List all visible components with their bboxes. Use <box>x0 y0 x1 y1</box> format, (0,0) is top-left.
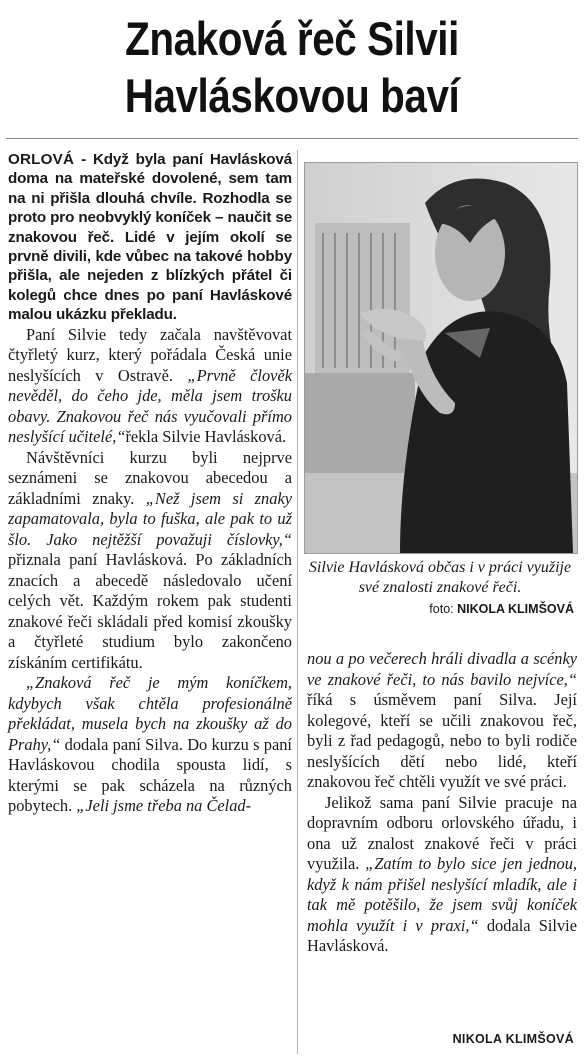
headline-rule <box>6 138 578 139</box>
lead-paragraph <box>8 150 292 325</box>
paragraph-3-quote: „Znaková řeč je mým koníčkem, kdybych však chtěla profesionálně překládat, musela bych na zkoušky až do Prahy,“ <box>8 673 292 754</box>
article-column-left <box>8 150 292 817</box>
paragraph-2-tail: přiznala paní Havlásková. Po základních znacích a abecedě následovalo učení celých vět. Každým rokem pak studenti znakové řeči skládali před komisí zkoušky a čtyřleté studium bylo zakončeno získáním certifikátu. <box>8 550 292 672</box>
photo-credit-name: NIKOLA KLIMŠOVÁ <box>457 602 574 616</box>
paragraph-4 <box>307 793 577 957</box>
headline <box>41 10 543 124</box>
paragraph-1 <box>8 325 292 448</box>
photo-woman-signing <box>305 163 577 553</box>
column-divider <box>297 150 298 1054</box>
paragraph-3-continued <box>307 649 577 793</box>
article-column-right <box>307 649 577 957</box>
paragraph-4-tail: dodala Silvie Havlásková. <box>307 915 577 955</box>
photo-caption: Silvie Havlásková občas i v práci využije své znalosti znakové řeči. <box>308 559 572 596</box>
paragraph-4-text: Jelikož sama paní Silvie pracuje na dopravním odboru orlovského úřadu, i ona už znalost znakové řeči v práci využila. <box>307 792 577 873</box>
paragraph-1-quote: „Prvně člověk nevěděl, do čeho jde, měla jsem trošku obavy. Znakovou řeč nás vyučovali přímo neslyšící učitelé,“ <box>8 365 293 447</box>
paragraph-3-quote-2-continued: nou a po večerech hráli divadla a scénky ve znakové řeči, to nás bavilo nejvíce,“ <box>307 649 577 689</box>
author-byline: NIKOLA KLIMŠOVÁ <box>452 1032 574 1046</box>
paragraph-4-quote: „Zatím to bylo sice jen jednou, když k nám přišel neslyšící mladík, ale i tak mě potěšilo, že jsem svůj koníček mohla využít i v praxi,“ <box>307 854 577 935</box>
paragraph-2-text: Návštěvníci kurzu byli nejprve seznámeni se znakovou abecedou a základními znaky. <box>8 447 292 508</box>
paragraph-3-tail-2: říká s úsměvem paní Silva. Její kolegové, kteří se učili znakovou řeč, byli z řad pedagogů, nebo to byli rodiče neslyšících dětí nebo lidé, kteří znakovou řeč chtěli využít ve své práci. <box>307 690 577 791</box>
lead-text: - Když byla paní Havlásková doma na mateřské dovolené, sem tam na ni přišla dlouhá chvíle. Rozhodla se proto pro neobvyklý koníček – naučit se znakovou řeč. Lidé v jejím okolí se prvně divili, kde vůbec na takové hobby přišla, ale nejeden z blízkých přátel či kolegů chce dnes po paní Havláskové malou ukázku překladu. <box>8 151 292 324</box>
article-photo <box>304 162 578 554</box>
headline-line-2: Havláskovou baví <box>124 69 460 122</box>
paragraph-1-text: Paní Silvie tedy začala navštěvovat čtyřletý kurz, který pořádala Česká unie neslyšících v Ostravě. <box>8 324 292 385</box>
headline-line-1: Znaková řeč Silvii <box>125 12 459 65</box>
photo-credit-label: foto: <box>429 602 458 616</box>
dateline: ORLOVÁ <box>8 151 75 168</box>
photo-credit <box>429 602 574 616</box>
paragraph-1-tail: řekla Silvie Havlásková. <box>125 427 287 447</box>
paragraph-2-quote: „Než jsem si znaky zapamatovala, byla to fuška, ale pak to už šlo. Jako nejtěžší považuji číslovky,“ <box>8 488 292 549</box>
paragraph-3-tail: dodala paní Silva. Do kurzu s paní Havláskovou chodila spousta lidí, s kterými se pak scházela na různých pobytech. <box>8 734 292 816</box>
paragraph-3-quote-2: „Jeli jsme třeba na Čelad- <box>76 796 252 816</box>
paragraph-2 <box>8 448 292 674</box>
paragraph-3 <box>8 673 292 817</box>
